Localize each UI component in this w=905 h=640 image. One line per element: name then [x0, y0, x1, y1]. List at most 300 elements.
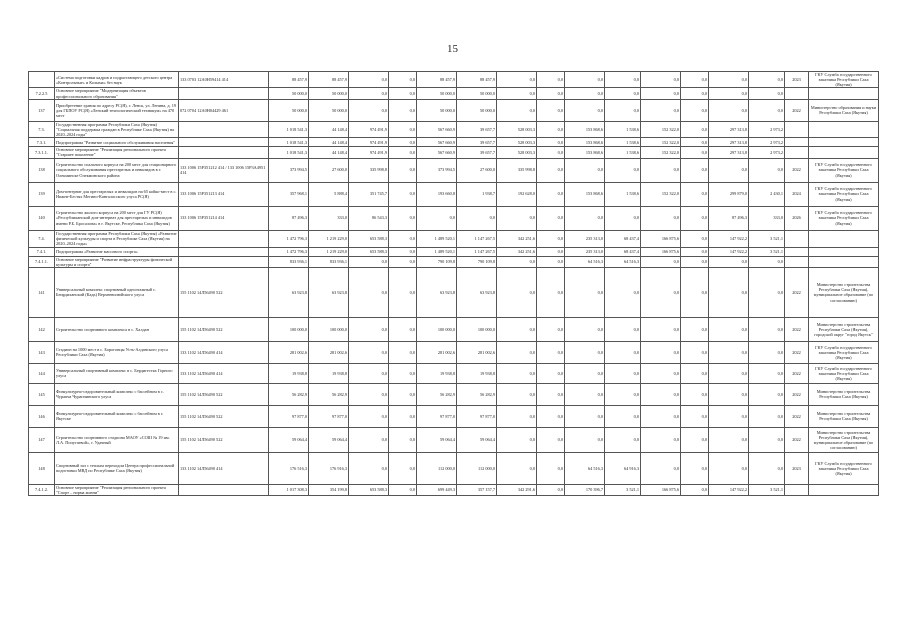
value-cell: 3 521,1 — [749, 247, 785, 256]
value-cell: 0,0 — [641, 99, 681, 121]
value-cell: 39 657,7 — [457, 121, 497, 137]
value-cell: 0,0 — [641, 363, 681, 383]
value-cell: 0,0 — [681, 405, 709, 427]
value-cell: 88 457,9 — [269, 72, 309, 88]
value-cell: 1 538,6 — [605, 138, 641, 147]
value-cell: 974 491,9 — [349, 147, 389, 158]
value-cell: 1 018 541,3 — [269, 147, 309, 158]
value-cell: 0,0 — [709, 405, 749, 427]
value-cell: 0,0 — [389, 88, 417, 99]
value-cell: 87 496,3 — [709, 206, 749, 230]
value-cell: 0,0 — [537, 256, 565, 267]
row-year-cell: 2022 — [785, 427, 809, 452]
row-executor-cell: Министерство строительства Республики Саха (Якутия) — [809, 405, 879, 427]
row-year-cell: 2023 — [785, 72, 809, 88]
value-cell: 653 588,3 — [349, 247, 389, 256]
row-number-cell: 147 — [29, 427, 55, 452]
value-cell: 0,0 — [749, 158, 785, 182]
value-cell: 0,0 — [749, 88, 785, 99]
value-cell: 342 291,6 — [497, 484, 537, 495]
value-cell: 88 457,9 — [457, 72, 497, 88]
value-cell: 0,0 — [709, 363, 749, 383]
value-cell: 373 994,5 — [417, 158, 457, 182]
row-number-cell: 137 — [29, 99, 55, 121]
value-cell: 0,0 — [537, 138, 565, 147]
value-cell: 50 000,0 — [269, 88, 309, 99]
value-cell: 0,0 — [641, 317, 681, 341]
value-cell: 63 923,8 — [457, 267, 497, 317]
table-row — [29, 256, 879, 267]
value-cell: 342 251,6 — [497, 247, 537, 256]
value-cell: 0,0 — [565, 88, 605, 99]
value-cell: 974 491,9 — [349, 121, 389, 137]
value-cell: 2 973,2 — [749, 138, 785, 147]
value-cell: 0,0 — [349, 383, 389, 405]
value-cell: 2 973,2 — [749, 147, 785, 158]
row-number-cell: 7.3.1.1. — [29, 147, 55, 158]
value-cell: 0,0 — [605, 88, 641, 99]
value-cell: 1 147 267,5 — [457, 247, 497, 256]
row-year-cell: 2022 — [785, 99, 809, 121]
value-cell: 97 877,0 — [309, 405, 349, 427]
value-cell: 0,0 — [389, 383, 417, 405]
row-code-cell: 133 1006 15Р351213 414 — [179, 182, 269, 206]
row-code-cell — [179, 247, 269, 256]
value-cell: 0,0 — [749, 99, 785, 121]
value-cell: 0,0 — [681, 363, 709, 383]
page-number: 15 — [447, 43, 458, 55]
value-cell: 59 064,4 — [309, 427, 349, 452]
value-cell: 27 600,0 — [309, 158, 349, 182]
value-cell: 0,0 — [497, 405, 537, 427]
value-cell: 1 017 308,3 — [269, 484, 309, 495]
value-cell: 0,0 — [537, 405, 565, 427]
value-cell: 335 998,8 — [349, 158, 389, 182]
value-cell: 63 923,8 — [309, 267, 349, 317]
value-cell: 0,0 — [537, 158, 565, 182]
value-cell: 0,0 — [641, 206, 681, 230]
value-cell: 0,0 — [349, 317, 389, 341]
value-cell: 50 000,0 — [269, 99, 309, 121]
value-cell: 0,0 — [641, 88, 681, 99]
value-cell: 0,0 — [389, 72, 417, 88]
value-cell: 87 496,3 — [269, 206, 309, 230]
row-executor-cell — [809, 138, 879, 147]
row-year-cell: 2022 — [785, 405, 809, 427]
row-number-cell: 143 — [29, 341, 55, 363]
value-cell: 0,0 — [537, 230, 565, 247]
value-cell: 50 000,0 — [309, 99, 349, 121]
value-cell: 153 868,6 — [565, 147, 605, 158]
row-name-cell: Строительство спортивного комплекса в с. Халдан — [55, 317, 179, 341]
value-cell: 0,0 — [605, 267, 641, 317]
value-cell: 833 936,1 — [269, 256, 309, 267]
value-cell: 152 322,0 — [641, 147, 681, 158]
value-cell: 0,0 — [349, 363, 389, 383]
table-row — [29, 405, 879, 427]
value-cell: 333,0 — [749, 206, 785, 230]
value-cell: 0,0 — [565, 72, 605, 88]
value-cell: 64 516,3 — [565, 256, 605, 267]
value-cell: 0,0 — [389, 256, 417, 267]
table-row — [29, 182, 879, 206]
table-row — [29, 88, 879, 99]
row-executor-cell — [809, 88, 879, 99]
value-cell: 0,0 — [681, 256, 709, 267]
value-cell: 1 472 796,3 — [269, 247, 309, 256]
value-cell: 44 148,4 — [309, 147, 349, 158]
value-cell: 0,0 — [497, 72, 537, 88]
value-cell: 1 538,6 — [605, 147, 641, 158]
row-year-cell: 2024 — [785, 182, 809, 206]
row-executor-cell — [809, 484, 879, 495]
value-cell: 1 219 229,0 — [309, 230, 349, 247]
table-row — [29, 147, 879, 158]
value-cell: 1 489 520,1 — [417, 247, 457, 256]
value-cell: 567 660,9 — [417, 121, 457, 137]
value-cell: 0,0 — [749, 363, 785, 383]
value-cell: 0,0 — [389, 158, 417, 182]
table-row — [29, 247, 879, 256]
value-cell: 152 322,0 — [641, 182, 681, 206]
value-cell: 1 938,7 — [457, 182, 497, 206]
value-cell: 0,0 — [497, 363, 537, 383]
value-cell: 153 868,6 — [565, 121, 605, 137]
row-executor-cell: Министерство строительства Республики Саха (Якутия), муниципальное образование (по согласованию) — [809, 267, 879, 317]
value-cell: 1 147 267,5 — [457, 230, 497, 247]
value-cell: 0,0 — [497, 99, 537, 121]
value-cell: 653 588,3 — [349, 230, 389, 247]
value-cell: 0,0 — [389, 341, 417, 363]
value-cell: 0,0 — [709, 158, 749, 182]
table-row — [29, 158, 879, 182]
row-code-cell: 133 0703 12А0Н59414 414 — [179, 72, 269, 88]
row-name-cell: Дом-интернат для престарелых и инвалидов на 65 койко-мест в с. Нижне-Бестях Мегино-Кангаласского улуса РС(Я) — [55, 182, 179, 206]
row-name-cell: Строительство спального корпуса на 200 мест для стационарного социального обслуживания престарелых и инвалидов в г. Олекминске Олекминского района — [55, 158, 179, 182]
value-cell: 0,0 — [389, 99, 417, 121]
value-cell: 0,0 — [537, 267, 565, 317]
value-cell: 0,0 — [681, 99, 709, 121]
row-name-cell: Универсальный комплекс спортивный одноэтажный с. Беирдиханский (Кадь) Верхневилюйского улуса — [55, 267, 179, 317]
value-cell: 281 002,6 — [457, 341, 497, 363]
value-cell: 0,0 — [749, 405, 785, 427]
value-cell: 833 936,1 — [309, 256, 349, 267]
value-cell: 0,0 — [681, 147, 709, 158]
value-cell: 0,0 — [641, 72, 681, 88]
table-row — [29, 121, 879, 137]
row-executor-cell: ГКУ Служба государственного заказчика Республики Саха (Якутия) — [809, 206, 879, 230]
value-cell: 50 000,0 — [417, 99, 457, 121]
value-cell: 0,0 — [389, 267, 417, 317]
value-cell: 170 396,7 — [565, 484, 605, 495]
table-row — [29, 363, 879, 383]
value-cell: 0,0 — [389, 206, 417, 230]
value-cell: 0,0 — [709, 341, 749, 363]
value-cell: 166 875,6 — [641, 247, 681, 256]
value-cell: 0,0 — [565, 405, 605, 427]
value-cell: 0,0 — [565, 317, 605, 341]
value-cell: 354 199,8 — [309, 484, 349, 495]
value-cell: 88 457,9 — [417, 72, 457, 88]
value-cell: 166 875,6 — [641, 230, 681, 247]
value-cell: 0,0 — [537, 99, 565, 121]
value-cell: 0,0 — [389, 484, 417, 495]
value-cell: 297 313,8 — [709, 147, 749, 158]
value-cell: 176 516,3 — [269, 452, 309, 484]
row-executor-cell: Министерство образования и науки Республики Саха (Якутия) — [809, 99, 879, 121]
value-cell: 357 968,1 — [269, 182, 309, 206]
value-cell: 147 922,2 — [709, 484, 749, 495]
value-cell: 0,0 — [641, 452, 681, 484]
value-cell: 0,0 — [497, 383, 537, 405]
value-cell: 59 064,4 — [457, 427, 497, 452]
table-row — [29, 99, 879, 121]
value-cell: 357 157,7 — [457, 484, 497, 495]
value-cell: 44 148,4 — [309, 138, 349, 147]
row-year-cell: 2023 — [785, 452, 809, 484]
row-number-cell: 7.3. — [29, 121, 55, 137]
value-cell: 342 251,6 — [497, 230, 537, 247]
value-cell: 528 003,3 — [497, 147, 537, 158]
value-cell: 97 877,0 — [457, 405, 497, 427]
value-cell: 100 000,0 — [417, 317, 457, 341]
value-cell: 100 000,0 — [457, 317, 497, 341]
value-cell: 0,0 — [681, 182, 709, 206]
value-cell: 0,0 — [709, 256, 749, 267]
value-cell: 19 938,8 — [417, 363, 457, 383]
table-row — [29, 341, 879, 363]
table-row — [29, 484, 879, 495]
value-cell: 100 000,0 — [269, 317, 309, 341]
value-cell: 0,0 — [565, 206, 605, 230]
row-number-cell: 7.4.1.1. — [29, 256, 55, 267]
row-code-cell: 072 0704 12А0Н04429 461 — [179, 99, 269, 121]
value-cell: 88 457,9 — [309, 72, 349, 88]
row-year-cell — [785, 138, 809, 147]
value-cell: 333,0 — [309, 206, 349, 230]
value-cell: 790 109,8 — [417, 256, 457, 267]
value-cell: 0,0 — [565, 427, 605, 452]
value-cell: 56 282,9 — [269, 383, 309, 405]
value-cell: 0,0 — [537, 121, 565, 137]
value-cell: 0,0 — [565, 363, 605, 383]
value-cell: 0,0 — [349, 452, 389, 484]
value-cell: 0,0 — [349, 99, 389, 121]
value-cell: 0,0 — [605, 363, 641, 383]
value-cell: 0,0 — [565, 99, 605, 121]
value-cell: 0,0 — [389, 138, 417, 147]
value-cell: 0,0 — [681, 138, 709, 147]
row-code-cell: 133 1006 15Р351214 414 — [179, 206, 269, 230]
value-cell: 2 973,2 — [749, 121, 785, 137]
value-cell: 0,0 — [681, 121, 709, 137]
value-cell: 0,0 — [537, 206, 565, 230]
budget-table — [28, 71, 879, 496]
table-row — [29, 427, 879, 452]
value-cell: 0,0 — [565, 341, 605, 363]
value-cell: 699 449,3 — [417, 484, 457, 495]
value-cell: 297 313,8 — [709, 121, 749, 137]
value-cell: 0,0 — [537, 317, 565, 341]
row-year-cell — [785, 230, 809, 247]
value-cell: 166 875,6 — [641, 484, 681, 495]
value-cell: 0,0 — [605, 317, 641, 341]
value-cell: 3 521,1 — [749, 484, 785, 495]
value-cell: 19 938,8 — [457, 363, 497, 383]
value-cell: 1 018 541,3 — [269, 121, 309, 137]
row-executor-cell — [809, 230, 879, 247]
table-row — [29, 138, 879, 147]
value-cell: 152 322,0 — [641, 121, 681, 137]
value-cell: 0,0 — [349, 427, 389, 452]
value-cell: 1 538,6 — [605, 121, 641, 137]
row-name-cell: Основное мероприятие "Модернизация объектов профессионального образования" — [55, 88, 179, 99]
value-cell: 567 660,9 — [417, 138, 457, 147]
value-cell: 0,0 — [605, 99, 641, 121]
value-cell: 0,0 — [749, 317, 785, 341]
value-cell: 0,0 — [457, 206, 497, 230]
value-cell: 97 877,0 — [269, 405, 309, 427]
row-executor-cell — [809, 256, 879, 267]
value-cell: 0,0 — [389, 452, 417, 484]
value-cell: 112 000,0 — [417, 452, 457, 484]
row-name-cell: Универсальный спортивный комплекс в с. Бердигестях Горного улуса — [55, 363, 179, 383]
value-cell: 0,0 — [497, 317, 537, 341]
value-cell: 0,0 — [605, 72, 641, 88]
row-number-cell: 145 — [29, 383, 55, 405]
value-cell: 27 600,0 — [457, 158, 497, 182]
row-executor-cell — [809, 147, 879, 158]
value-cell: 86 543,3 — [349, 206, 389, 230]
value-cell: 19 938,8 — [309, 363, 349, 383]
row-code-cell: 133 1102 14Л56490 414 — [179, 452, 269, 484]
row-name-cell: Основное мероприятие "Развитие инфраструктуры физической культуры и спорта" — [55, 256, 179, 267]
value-cell: 335 998,8 — [497, 158, 537, 182]
value-cell: 0,0 — [681, 383, 709, 405]
value-cell: 528 003,3 — [497, 121, 537, 137]
value-cell: 147 922,2 — [709, 230, 749, 247]
table-row — [29, 72, 879, 88]
value-cell: 0,0 — [349, 256, 389, 267]
value-cell: 0,0 — [681, 247, 709, 256]
value-cell: 64 516,3 — [565, 452, 605, 484]
row-name-cell: Строительство жилого корпуса на 200 мест для ГУ РС(Я) «Республиканский дом-интернат для престарелых и инвалидов имени Р.Б. Бросалова» в г. Якутске, Республика Саха (Якутия) — [55, 206, 179, 230]
value-cell: 653 588,3 — [349, 484, 389, 495]
row-name-cell: Приобретение здания по адресу РС(Я), г. Ленск, ул. Ленина, д. 19 для ГБПОУ РС(Я) «Ленский технологический техникум» на 470 мест — [55, 99, 179, 121]
row-number-cell: 138 — [29, 158, 55, 182]
row-year-cell: 2022 — [785, 317, 809, 341]
value-cell: 0,0 — [709, 427, 749, 452]
value-cell: 153 868,6 — [565, 182, 605, 206]
value-cell: 0,0 — [605, 405, 641, 427]
row-code-cell — [179, 230, 269, 247]
row-code-cell: 133 1102 14Л56490 414 — [179, 363, 269, 383]
value-cell: 0,0 — [709, 317, 749, 341]
value-cell: 0,0 — [349, 267, 389, 317]
value-cell: 50 000,0 — [417, 88, 457, 99]
value-cell: 0,0 — [605, 383, 641, 405]
row-number-cell: 148 — [29, 452, 55, 484]
value-cell: 0,0 — [389, 230, 417, 247]
row-code-cell — [179, 138, 269, 147]
row-code-cell: 133 1102 14Л56490 414 — [179, 341, 269, 363]
value-cell: 0,0 — [681, 72, 709, 88]
value-cell: 0,0 — [749, 341, 785, 363]
value-cell: 299 879,0 — [709, 182, 749, 206]
value-cell: 567 660,9 — [417, 147, 457, 158]
value-cell: 0,0 — [749, 452, 785, 484]
value-cell: 0,0 — [681, 427, 709, 452]
row-name-cell: Физкультурно-оздоровительный комплекс с бассейном в г. Якутске — [55, 405, 179, 427]
row-executor-cell: Министерство строительства Республики Саха (Якутия), городской округ "город Якутск" — [809, 317, 879, 341]
value-cell: 0,0 — [537, 383, 565, 405]
value-cell: 0,0 — [565, 383, 605, 405]
row-executor-cell: Министерство строительства Республики Саха (Якутия) — [809, 383, 879, 405]
value-cell: 0,0 — [641, 158, 681, 182]
value-cell: 0,0 — [681, 267, 709, 317]
table-row — [29, 317, 879, 341]
value-cell: 790 109,8 — [457, 256, 497, 267]
row-executor-cell: Министерство строительства Республики Саха (Якутия), муниципальное образование (по согласованию) — [809, 427, 879, 452]
value-cell: 0,0 — [605, 427, 641, 452]
value-cell: 0,0 — [709, 99, 749, 121]
value-cell: 0,0 — [749, 383, 785, 405]
value-cell: 0,0 — [565, 267, 605, 317]
value-cell: 44 148,4 — [309, 121, 349, 137]
value-cell: 1 219 229,0 — [309, 247, 349, 256]
value-cell: 235 313,0 — [565, 247, 605, 256]
value-cell: 50 000,0 — [457, 88, 497, 99]
value-cell: 0,0 — [497, 341, 537, 363]
row-code-cell — [179, 147, 269, 158]
row-number-cell: 140 — [29, 206, 55, 230]
value-cell: 39 657,7 — [457, 147, 497, 158]
value-cell: 68 437,4 — [605, 247, 641, 256]
value-cell: 0,0 — [709, 88, 749, 99]
value-cell: 0,0 — [537, 452, 565, 484]
value-cell: 3 521,1 — [605, 484, 641, 495]
value-cell: 351 745,7 — [349, 182, 389, 206]
row-executor-cell — [809, 247, 879, 256]
row-name-cell: Основное мероприятие "Реализация регионального проекта "Старшее поколение" — [55, 147, 179, 158]
value-cell: 0,0 — [749, 427, 785, 452]
value-cell: 0,0 — [537, 147, 565, 158]
row-code-cell: 155 1102 14Л56490 522 — [179, 383, 269, 405]
row-number-cell: 7.4. — [29, 230, 55, 247]
row-code-cell: 155 1102 14Л56490 522 — [179, 317, 269, 341]
row-code-cell — [179, 88, 269, 99]
row-year-cell: 2022 — [785, 267, 809, 317]
value-cell: 0,0 — [497, 452, 537, 484]
value-cell: 528 003,3 — [497, 138, 537, 147]
row-year-cell — [785, 247, 809, 256]
value-cell: 0,0 — [605, 158, 641, 182]
row-name-cell: «Система подготовки кадров и подрастающего детского центра «Контрольные» и Колыма» без наук — [55, 72, 179, 88]
row-code-cell — [179, 484, 269, 495]
row-executor-cell — [809, 121, 879, 137]
value-cell: 0,0 — [389, 147, 417, 158]
row-number-cell — [29, 72, 55, 88]
value-cell: 0,0 — [537, 427, 565, 452]
value-cell: 0,0 — [497, 88, 537, 99]
row-name-cell: Строительство спортивного стадиона МАОУ «СОШ № 19 им. Л.А. Попугаевой», г. Удачный — [55, 427, 179, 452]
value-cell: 0,0 — [681, 230, 709, 247]
value-cell: 0,0 — [681, 452, 709, 484]
value-cell: 0,0 — [497, 256, 537, 267]
value-cell: 0,0 — [537, 72, 565, 88]
value-cell: 281 002,6 — [417, 341, 457, 363]
value-cell: 59 064,4 — [269, 427, 309, 452]
